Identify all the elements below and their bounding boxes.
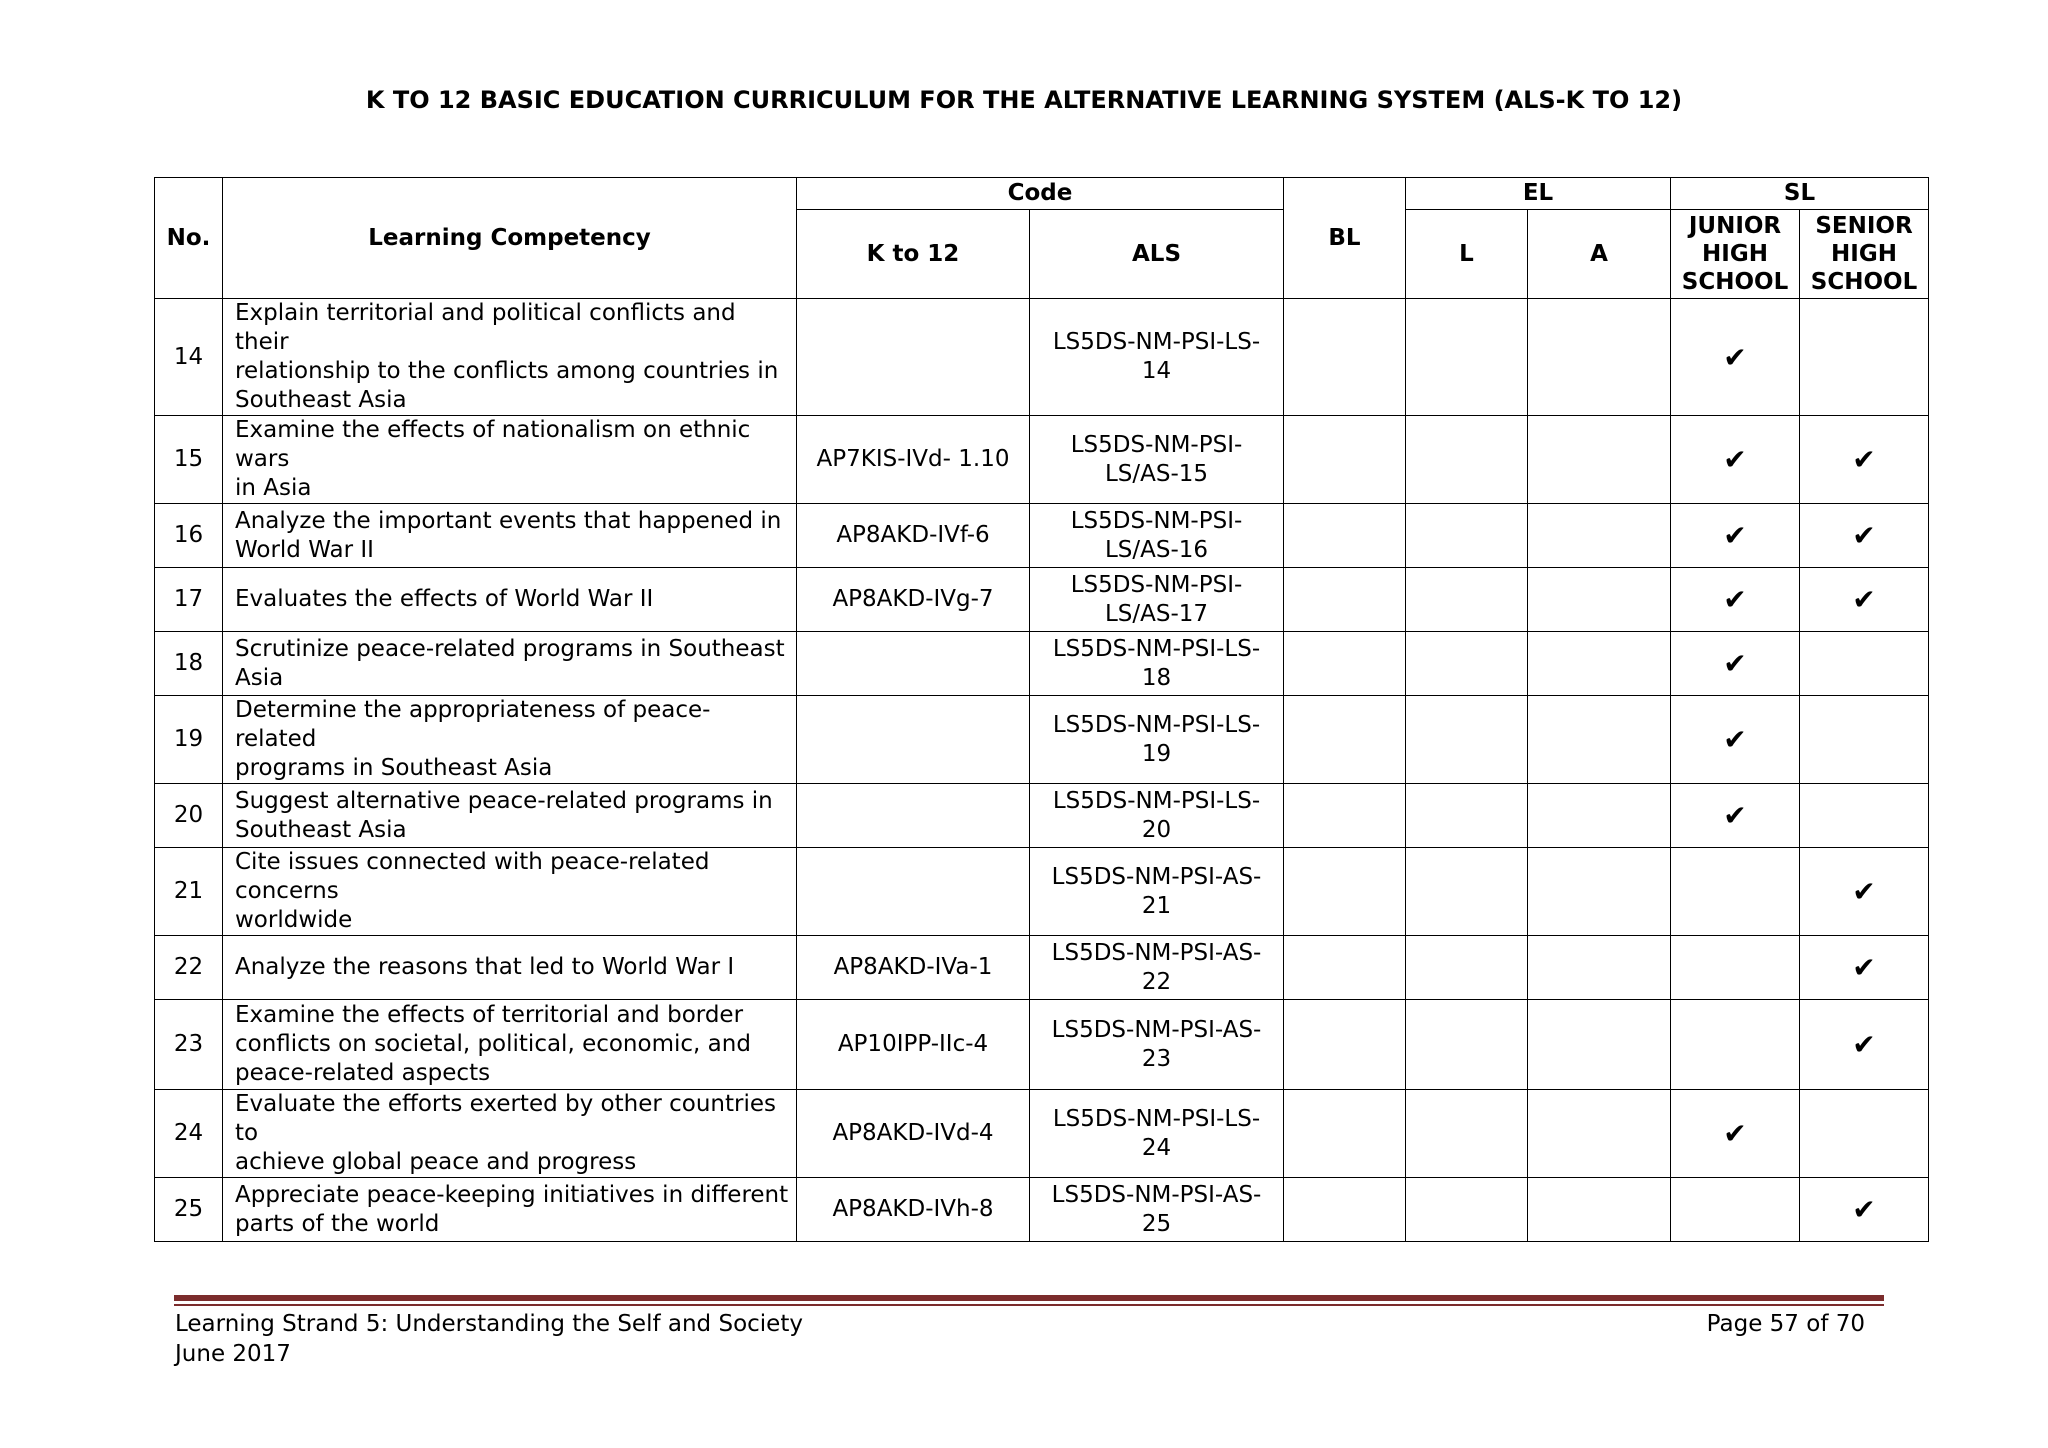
learning-competency: [223, 504, 797, 568]
table-row: [155, 696, 1929, 784]
row-number: 20: [155, 784, 223, 848]
als-code: [1030, 416, 1284, 504]
als-code: [1030, 299, 1284, 416]
table-row: [155, 416, 1929, 504]
el-l-cell: [1406, 632, 1528, 696]
learning-competency-line: Suggest alternative peace-related programs in: [235, 787, 773, 814]
header-senior-line: SENIOR: [1815, 213, 1913, 239]
als-code-line: LS5DS-NM-PSI-LS-: [1052, 1105, 1261, 1132]
learning-competency-line: World War II: [235, 536, 374, 563]
senior-high-check: [1800, 696, 1929, 784]
learning-competency: [223, 1000, 797, 1090]
table-row: [155, 299, 1929, 416]
header-junior-line: SCHOOL: [1681, 269, 1789, 295]
learning-competency-line: Examine the effects of territorial and border: [235, 1002, 744, 1028]
el-a-cell: [1528, 504, 1671, 568]
header-junior-line: HIGH: [1702, 241, 1768, 267]
header-senior-high-school: [1800, 210, 1929, 299]
learning-competency-line: programs in Southeast Asia: [235, 755, 553, 781]
junior-high-check: [1671, 848, 1800, 936]
row-number: 16: [155, 504, 223, 568]
senior-high-check: ✔: [1800, 1000, 1929, 1090]
learning-competency-line: Analyze the reasons that led to World War I: [235, 954, 735, 980]
header-bl: BL: [1284, 178, 1406, 299]
bl-cell: [1284, 696, 1406, 784]
als-code-line: 24: [1141, 1134, 1172, 1161]
table-row: [155, 632, 1929, 696]
el-a-cell: [1528, 1090, 1671, 1178]
learning-competency-line: Explain territorial and political conflicts and their: [235, 300, 736, 355]
el-a-cell: [1528, 632, 1671, 696]
als-code: [1030, 1090, 1284, 1178]
als-code-line: LS/AS-17: [1104, 600, 1209, 627]
learning-competency-line: Asia: [235, 664, 284, 691]
bl-cell: [1284, 936, 1406, 1000]
junior-high-check: ✔: [1671, 416, 1800, 504]
als-code-line: LS5DS-NM-PSI-: [1070, 571, 1243, 598]
el-l-cell: [1406, 696, 1528, 784]
header-sl: SL: [1671, 178, 1929, 210]
bl-cell: [1284, 416, 1406, 504]
als-code-line: LS/AS-16: [1104, 536, 1209, 563]
learning-competency-line: Examine the effects of nationalism on ethnic wars: [235, 417, 751, 472]
learning-competency-line: peace-related aspects: [235, 1060, 491, 1086]
learning-competency: [223, 416, 797, 504]
learning-competency-line: conflicts on societal, political, economic, and: [235, 1031, 751, 1057]
el-a-cell: [1528, 299, 1671, 416]
el-l-cell: [1406, 299, 1528, 416]
el-a-cell: [1528, 416, 1671, 504]
learning-competency-line: parts of the world: [235, 1210, 440, 1237]
bl-cell: [1284, 1178, 1406, 1242]
senior-high-check: ✔: [1800, 504, 1929, 568]
als-code-line: LS5DS-NM-PSI-AS-: [1051, 1181, 1262, 1208]
junior-high-check: [1671, 1000, 1800, 1090]
header-k-to-12: K to 12: [797, 210, 1030, 299]
learning-competency: [223, 299, 797, 416]
als-code: [1030, 1000, 1284, 1090]
bl-cell: [1284, 1090, 1406, 1178]
senior-high-check: [1800, 632, 1929, 696]
als-code-line: 20: [1141, 816, 1172, 843]
footer-strand: Learning Strand 5: Understanding the Self and Society: [175, 1311, 803, 1337]
el-l-cell: [1406, 848, 1528, 936]
senior-high-check: ✔: [1800, 416, 1929, 504]
junior-high-check: [1671, 936, 1800, 1000]
learning-competency-line: Analyze the important events that happened in: [235, 507, 782, 534]
k12-code: [797, 632, 1030, 696]
document-title: K TO 12 BASIC EDUCATION CURRICULUM FOR THE ALTERNATIVE LEARNING SYSTEM (ALS-K TO 12): [365, 86, 1683, 114]
senior-high-check: [1800, 1090, 1929, 1178]
header-senior-line: HIGH: [1831, 241, 1897, 267]
k12-code: AP8AKD-IVa-1: [797, 936, 1030, 1000]
header-learning-competency: Learning Competency: [223, 178, 797, 299]
learning-competency-line: Appreciate peace-keeping initiatives in different: [235, 1181, 789, 1208]
k12-code: [797, 784, 1030, 848]
bl-cell: [1284, 568, 1406, 632]
senior-high-check: ✔: [1800, 848, 1929, 936]
als-code-line: LS5DS-NM-PSI-AS-: [1051, 863, 1262, 890]
learning-competency-line: Scrutinize peace-related programs in Southeast: [235, 635, 785, 662]
el-a-cell: [1528, 1000, 1671, 1090]
learning-competency: [223, 1090, 797, 1178]
learning-competency: [223, 1178, 797, 1242]
table-row: [155, 1178, 1929, 1242]
als-code-line: LS5DS-NM-PSI-AS-: [1051, 939, 1262, 966]
junior-high-check: ✔: [1671, 568, 1800, 632]
learning-competency-line: Southeast Asia: [235, 816, 407, 843]
senior-high-check: [1800, 784, 1929, 848]
el-l-cell: [1406, 1178, 1528, 1242]
als-code: [1030, 936, 1284, 1000]
footer-page-number: Page 57 of 70: [1706, 1311, 1865, 1337]
als-code-line: LS5DS-NM-PSI-: [1070, 431, 1243, 458]
k12-code: [797, 299, 1030, 416]
als-code-line: LS5DS-NM-PSI-LS-: [1052, 787, 1261, 814]
table-header: [155, 178, 1929, 299]
learning-competency-line: Cite issues connected with peace-related concerns: [235, 849, 710, 904]
table-row: [155, 1090, 1929, 1178]
table-row: [155, 784, 1929, 848]
junior-high-check: ✔: [1671, 299, 1800, 416]
k12-code: AP8AKD-IVh-8: [797, 1178, 1030, 1242]
el-a-cell: [1528, 936, 1671, 1000]
footer-divider-thick: [174, 1295, 1884, 1301]
table-row: [155, 568, 1929, 632]
als-code-line: 22: [1141, 968, 1172, 995]
als-code-line: LS5DS-NM-PSI-AS-: [1051, 1016, 1262, 1043]
bl-cell: [1284, 1000, 1406, 1090]
bl-cell: [1284, 504, 1406, 568]
k12-code: AP8AKD-IVg-7: [797, 568, 1030, 632]
als-code: [1030, 1178, 1284, 1242]
table-row: [155, 504, 1929, 568]
el-l-cell: [1406, 936, 1528, 1000]
learning-competency-line: Evaluate the efforts exerted by other countries to: [235, 1091, 776, 1146]
footer-left: [175, 1309, 803, 1369]
als-code: [1030, 568, 1284, 632]
senior-high-check: ✔: [1800, 568, 1929, 632]
als-code: [1030, 504, 1284, 568]
junior-high-check: ✔: [1671, 784, 1800, 848]
als-code-line: 25: [1141, 1210, 1172, 1237]
als-code-line: 14: [1141, 358, 1172, 384]
als-code-line: LS5DS-NM-PSI-: [1070, 507, 1243, 534]
el-l-cell: [1406, 784, 1528, 848]
als-code-line: 23: [1141, 1045, 1172, 1072]
row-number: 14: [155, 299, 223, 416]
row-number: 22: [155, 936, 223, 1000]
junior-high-check: [1671, 1178, 1800, 1242]
learning-competency-line: Determine the appropriateness of peace-related: [235, 697, 711, 752]
k12-code: AP8AKD-IVf-6: [797, 504, 1030, 568]
als-code-line: 18: [1141, 664, 1172, 691]
el-a-cell: [1528, 848, 1671, 936]
footer-divider: [174, 1295, 1884, 1307]
header-senior-line: SCHOOL: [1810, 269, 1918, 295]
el-a-cell: [1528, 784, 1671, 848]
el-l-cell: [1406, 416, 1528, 504]
als-code: [1030, 696, 1284, 784]
el-a-cell: [1528, 1178, 1671, 1242]
als-code-line: LS5DS-NM-PSI-LS-: [1052, 711, 1261, 738]
table-row: [155, 848, 1929, 936]
el-l-cell: [1406, 1090, 1528, 1178]
als-code: [1030, 632, 1284, 696]
learning-competency-line: worldwide: [235, 907, 353, 933]
header-junior-high-school: [1671, 210, 1800, 299]
learning-competency-line: relationship to the conflicts among countries in: [235, 358, 779, 384]
learning-competency: [223, 848, 797, 936]
row-number: 23: [155, 1000, 223, 1090]
footer-date: June 2017: [175, 1341, 291, 1367]
k12-code: AP8AKD-IVd-4: [797, 1090, 1030, 1178]
bl-cell: [1284, 299, 1406, 416]
k12-code: AP10IPP-IIc-4: [797, 1000, 1030, 1090]
learning-competency: [223, 632, 797, 696]
header-junior-line: JUNIOR: [1688, 213, 1782, 239]
als-code-line: 21: [1141, 892, 1172, 919]
junior-high-check: ✔: [1671, 504, 1800, 568]
k12-code: AP7KIS-IVd- 1.10: [797, 416, 1030, 504]
als-code-line: LS/AS-15: [1104, 460, 1209, 487]
als-code: [1030, 784, 1284, 848]
junior-high-check: ✔: [1671, 632, 1800, 696]
learning-competency-line: in Asia: [235, 475, 312, 501]
footer-divider-thin: [174, 1304, 1884, 1306]
bl-cell: [1284, 848, 1406, 936]
als-code: [1030, 848, 1284, 936]
learning-competency: [223, 936, 797, 1000]
table-row: [155, 1000, 1929, 1090]
junior-high-check: ✔: [1671, 1090, 1800, 1178]
row-number: 17: [155, 568, 223, 632]
el-l-cell: [1406, 1000, 1528, 1090]
als-code-line: LS5DS-NM-PSI-LS-: [1052, 329, 1261, 355]
header-code: Code: [797, 178, 1284, 210]
k12-code: [797, 848, 1030, 936]
row-number: 21: [155, 848, 223, 936]
row-number: 18: [155, 632, 223, 696]
el-l-cell: [1406, 504, 1528, 568]
bl-cell: [1284, 784, 1406, 848]
el-a-cell: [1528, 696, 1671, 784]
learning-competency: [223, 784, 797, 848]
row-number: 15: [155, 416, 223, 504]
row-number: 24: [155, 1090, 223, 1178]
header-el-a: A: [1528, 210, 1671, 299]
curriculum-table: [154, 177, 1929, 1242]
als-code-line: 19: [1141, 740, 1172, 767]
row-number: 25: [155, 1178, 223, 1242]
learning-competency-line: Southeast Asia: [235, 387, 407, 413]
el-a-cell: [1528, 568, 1671, 632]
header-el-l: L: [1406, 210, 1528, 299]
senior-high-check: [1800, 299, 1929, 416]
als-code-line: LS5DS-NM-PSI-LS-: [1052, 635, 1261, 662]
learning-competency: [223, 568, 797, 632]
el-l-cell: [1406, 568, 1528, 632]
table-body: [155, 299, 1929, 1242]
learning-competency-line: achieve global peace and progress: [235, 1149, 637, 1175]
learning-competency: [223, 696, 797, 784]
bl-cell: [1284, 632, 1406, 696]
learning-competency-line: Evaluates the effects of World War II: [235, 586, 654, 612]
senior-high-check: ✔: [1800, 936, 1929, 1000]
table-row: [155, 936, 1929, 1000]
header-no: No.: [155, 178, 223, 299]
k12-code: [797, 696, 1030, 784]
junior-high-check: ✔: [1671, 696, 1800, 784]
header-el: EL: [1406, 178, 1671, 210]
row-number: 19: [155, 696, 223, 784]
header-als: ALS: [1030, 210, 1284, 299]
senior-high-check: ✔: [1800, 1178, 1929, 1242]
